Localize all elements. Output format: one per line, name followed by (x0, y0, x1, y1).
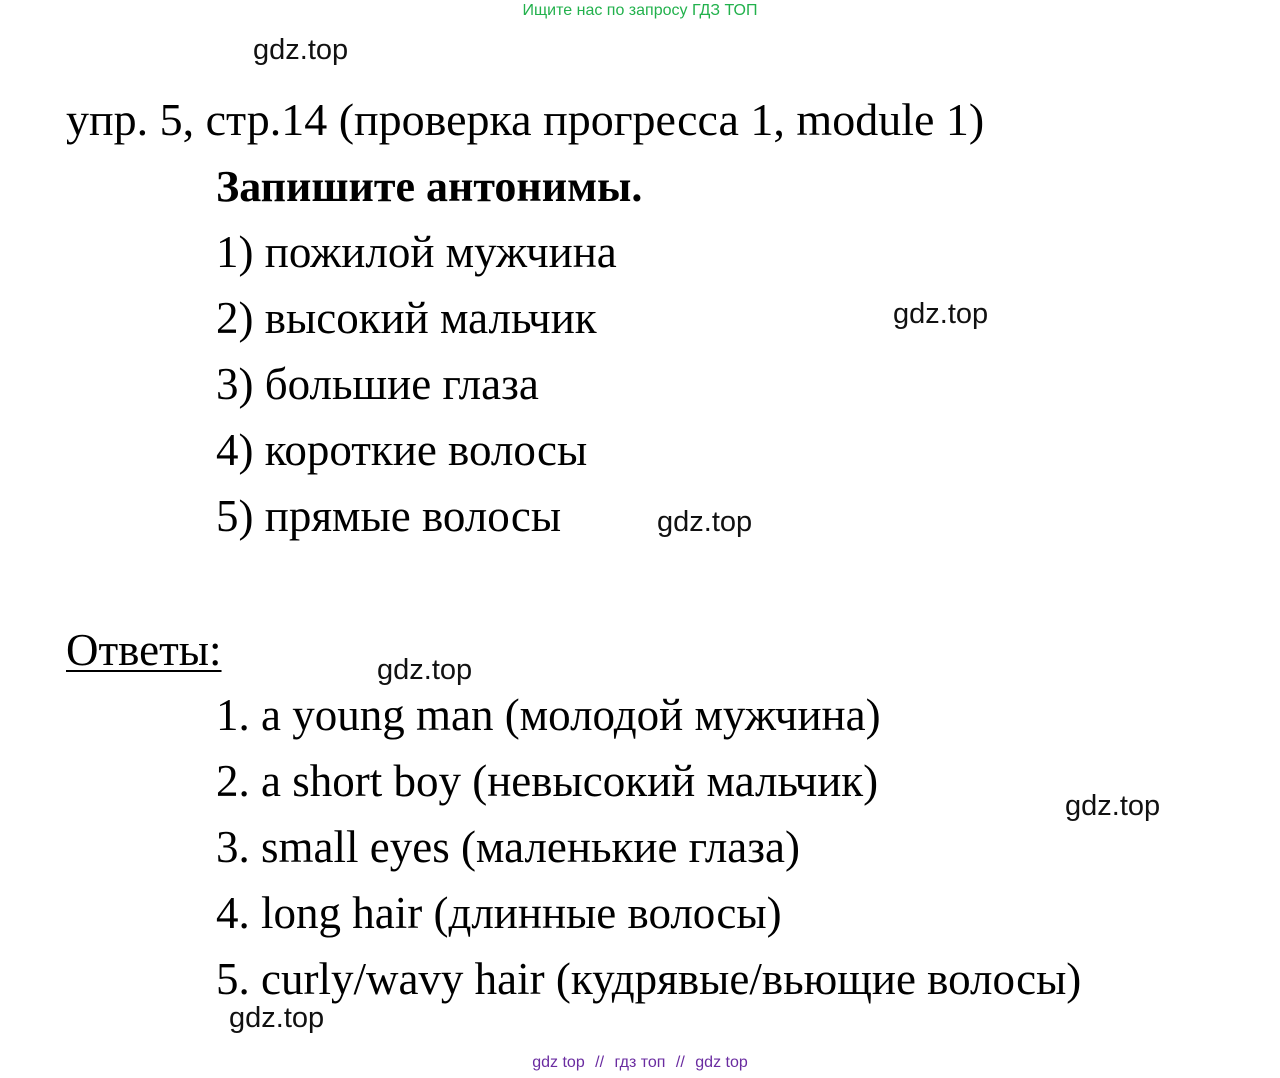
footer-link[interactable]: гдз топ (614, 1054, 666, 1071)
footer-separator: // (675, 1054, 685, 1071)
footer-links (0, 1055, 1280, 1071)
answer-item-5: 5. curly/wavy hair (кудрявые/вьющие волосы) (216, 954, 1082, 1004)
answers-heading: Ответы: (66, 625, 222, 675)
watermark: gdz.top (893, 298, 989, 330)
task-item-5: 5) прямые волосы (216, 491, 562, 541)
answer-item-3: 3. small eyes (маленькие глаза) (216, 822, 801, 872)
task-item-1: 1) пожилой мужчина (216, 227, 617, 277)
task-item-4: 4) короткие волосы (216, 425, 588, 475)
answer-item-4: 4. long hair (длинные волосы) (216, 888, 782, 938)
answer-item-2: 2. a short boy (невысокий мальчик) (216, 756, 879, 806)
footer-link[interactable]: gdz top (532, 1054, 585, 1071)
watermark: gdz.top (1065, 790, 1161, 822)
footer-link[interactable]: gdz top (695, 1054, 748, 1071)
answer-item-1: 1. a young man (молодой мужчина) (216, 690, 881, 740)
exercise-instruction: Запишите антонимы. (216, 162, 643, 211)
watermark: gdz.top (229, 1002, 325, 1034)
task-item-2: 2) высокий мальчик (216, 293, 597, 343)
watermark: gdz.top (377, 654, 473, 686)
footer-separator: // (595, 1054, 605, 1071)
exercise-title: упр. 5, стр.14 (проверка прогресса 1, module 1) (66, 94, 985, 145)
watermark: gdz.top (253, 34, 349, 66)
task-item-3: 3) большие глаза (216, 359, 539, 409)
watermark: gdz.top (657, 506, 753, 538)
top-banner[interactable]: Ищите нас по запросу ГДЗ ТОП (522, 2, 758, 19)
